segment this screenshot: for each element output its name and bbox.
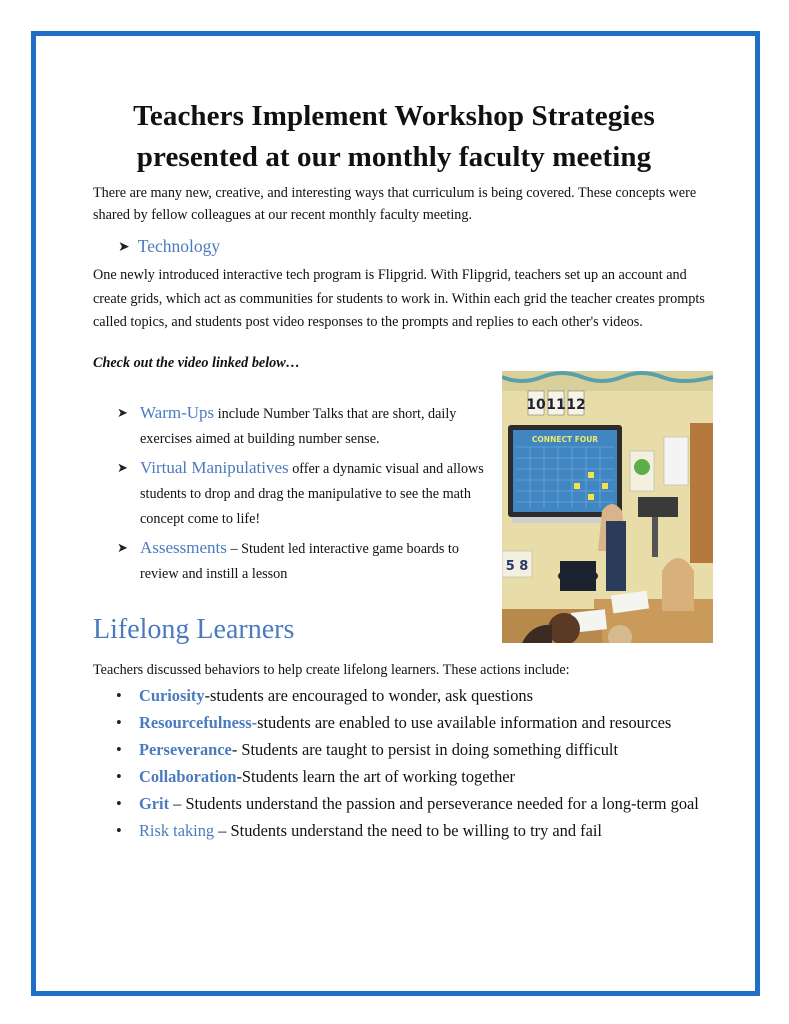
list-item xyxy=(116,683,716,708)
technology-paragraph: One newly introduced interactive tech program is Flipgrid. With Flipgrid, teachers set up an account and create grids, which act as communities for students to work in. Within each grid the teacher creates prompts called topics, and students post video responses to the prompts and replies to each other's videos. xyxy=(93,267,705,330)
list-item xyxy=(116,818,716,843)
page-title xyxy=(60,96,728,178)
arrow-bullet-icon: ➤ xyxy=(117,540,128,555)
classroom-photo xyxy=(502,371,713,643)
title-line-2: presented at our monthly faculty meeting xyxy=(136,141,652,173)
bullet-icon: • xyxy=(116,686,122,705)
intro-paragraph: There are many new, creative, and interesting ways that curriculum is being covered. These concepts were shared by fellow colleagues at our recent monthly faculty meeting. xyxy=(93,185,697,223)
wall-number: 5 8 xyxy=(505,559,529,574)
list-item-term: Perseverance xyxy=(139,740,232,759)
technology-heading-text: Technology xyxy=(137,236,221,256)
bullet-icon: • xyxy=(116,713,122,732)
list-item-text: offer a dynamic visual and allows students to drop and drag the manipulative to see the math concept come to life! xyxy=(140,461,484,527)
video-callout: Check out the video linked below… xyxy=(93,355,300,371)
list-item-text: – Student led interactive game boards to review and instill a lesson xyxy=(140,541,459,582)
bullet-icon: • xyxy=(116,740,122,759)
list-item-text: students are enabled to use available information and resources xyxy=(257,713,672,732)
list-item-text: -students are encouraged to wonder, ask questions xyxy=(204,686,534,705)
list-item-term: Curiosity xyxy=(139,686,205,705)
calendar-number: 12 xyxy=(566,397,586,413)
list-item xyxy=(117,535,497,587)
list-item-text: – Students understand the passion and perseverance needed for a long-term goal xyxy=(169,794,699,813)
list-item-term: Resourcefulness- xyxy=(139,713,258,732)
list-item xyxy=(116,791,716,816)
lifelong-learners-heading: Lifelong Learners xyxy=(93,614,295,645)
arrow-bullet-icon: ➤ xyxy=(117,460,128,475)
title-line-1: Teachers Implement Workshop Strategies xyxy=(133,100,655,132)
list-item-text: – Students understand the need to be willing to try and fail xyxy=(214,821,602,840)
bullet-icon: • xyxy=(116,821,122,840)
arrow-bullet-icon: ➤ xyxy=(117,405,128,420)
arrow-bullet-icon: ➤ xyxy=(118,240,130,255)
lifelong-learners-intro: Teachers discussed behaviors to help create lifelong learners. These actions include: xyxy=(93,662,570,678)
bullet-icon: • xyxy=(116,767,122,786)
lifelong-behaviors-list xyxy=(116,683,716,845)
list-item-term: Grit xyxy=(139,794,170,813)
calendar-number: 11 xyxy=(546,397,566,413)
list-item xyxy=(116,737,716,762)
bullet-icon: • xyxy=(116,794,122,813)
list-item-term: Risk taking xyxy=(139,821,215,840)
list-item xyxy=(117,455,497,532)
list-item-term: Virtual Manipulatives xyxy=(140,458,289,477)
game-board-title: CONNECT FOUR xyxy=(531,435,599,444)
list-item-text: - Students are taught to persist in doing something difficult xyxy=(231,740,619,759)
list-item-text: include Number Talks that are short, daily exercises aimed at building number sense. xyxy=(140,406,457,447)
list-item xyxy=(116,710,716,735)
list-item xyxy=(116,764,716,789)
list-item-term: Warm-Ups xyxy=(140,403,215,422)
list-item xyxy=(117,400,497,452)
calendar-number: 10 xyxy=(526,397,546,413)
list-item-term: Collaboration xyxy=(139,767,237,786)
technology-heading xyxy=(118,236,220,257)
math-strategies-list xyxy=(117,400,497,590)
list-item-term: Assessments xyxy=(140,538,227,557)
list-item-text: -Students learn the art of working together xyxy=(236,767,516,786)
